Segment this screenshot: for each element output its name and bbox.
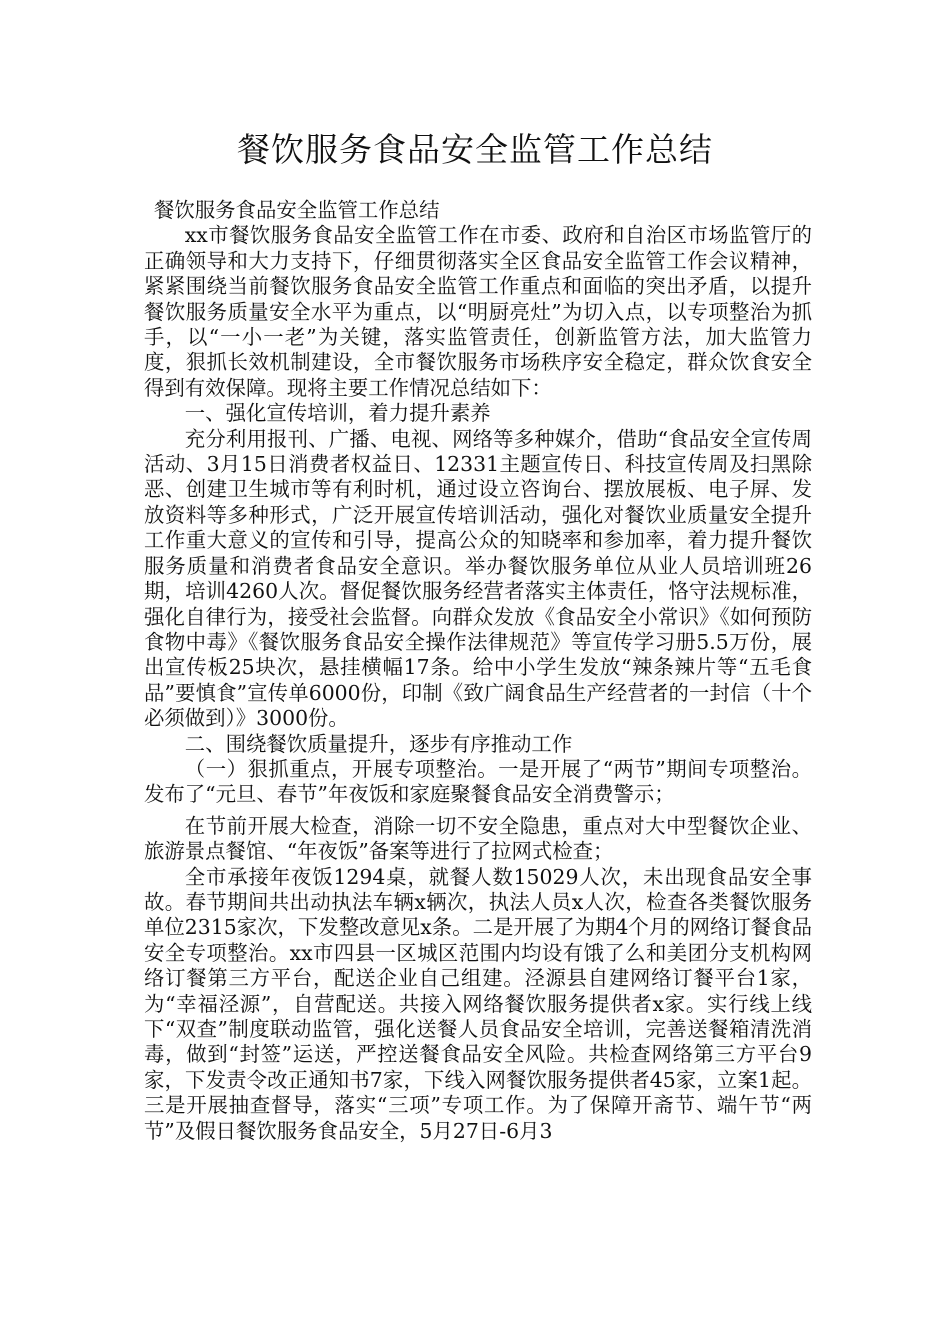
section-heading-2: 二、围绕餐饮质量提升，逐步有序推动工作 <box>184 731 573 756</box>
paragraph-intro: xx市餐饮服务食品安全监管工作在市委、政府和自治区市场监管厅的正确领导和大力支持下，仔细贯彻落实全区食品安全监管工作会议精神，紧紧围绕当前餐饮服务食品安全监管工作重点和面临的突出矛盾，以提升餐饮服务质量安全水平为重点，以“明厨亮灶”为切入点，以专项整治为抓手，以“一小一老”为关键，落实监管责任，创新监管方法，加大监管力度，狠抓长效机制建设，全市餐饮服务市场秩序安全稳定，群众饮食安全得到有效保障。现将主要工作情况总结如下： <box>144 223 812 400</box>
paragraph-inspection: 在节前开展大检查，消除一切不安全隐患，重点对大中型餐饮企业、旅游景点餐馆、“年夜饭”备案等进行了拉网式检查； <box>144 813 812 864</box>
section-heading-1: 一、强化宣传培训，着力提升素养 <box>184 401 491 426</box>
paragraph-special-rectification: （一）狠抓重点，开展专项整治。一是开展了“两节”期间专项整治。发布了“元旦、春节”年夜饭和家庭聚餐食品安全消费警示； <box>144 756 812 807</box>
document-body <box>144 198 812 1144</box>
document-subtitle: 餐饮服务食品安全监管工作总结 <box>154 198 440 222</box>
paragraph-results: 全市承接年夜饭1294桌，就餐人数15029人次，未出现食品安全事故。春节期间共出动执法车辆x辆次，执法人员x人次，检查各类餐饮服务单位2315家次，下发整改意见x条。二是开展了为期4个月的网络订餐食品安全专项整治。xx市四县一区城区范围内均设有饿了么和美团分支机构网络订餐第三方平台，配送企业自己组建。泾源县自建网络订餐平台1家，为“幸福泾源”，自营配送。共接入网络餐饮服务提供者x家。实行线上线下“双查”制度联动监管，强化送餐人员食品安全培训，完善送餐箱清洗消毒，做到“封签”运送，严控送餐食品安全风险。共检查网络第三方平台9家，下发责令改正通知书7家，下线入网餐饮服务提供者45家，立案1起。三是开展抽查督导，落实“三项”专项工作。为了保障开斋节、端午节“两节”及假日餐饮服务食品安全，5月27日-6月3 <box>144 864 812 1143</box>
document-title: 餐饮服务食品安全监管工作总结 <box>237 130 713 169</box>
paragraph-publicity: 充分利用报刊、广播、电视、网络等多种媒介，借助“食品安全宣传周活动、3月15日消费者权益日、12331主题宣传日、科技宣传周及扫黑除恶、创建卫生城市等有利时机，通过设立咨询台、摆放展板、电子屏、发放资料等多种形式，广泛开展宣传培训活动，强化对餐饮业质量安全提升工作重大意义的宣传和引导，提高公众的知晓率和参加率，着力提升餐饮服务质量和消费者食品安全意识。举办餐饮服务单位从业人员培训班26期，培训4260人次。督促餐饮服务经营者落实主体责任，恪守法规标准，强化自律行为，接受社会监督。向群众发放《食品安全小常识》《如何预防食物中毒》《餐饮服务食品安全操作法律规范》等宣传学习册5.5万份，展出宣传板25块次，悬挂横幅17条。给中小学生发放“辣条辣片等“五毛食品”要慎食”宣传单6000份，印制《致广阔食品生产经营者的一封信（十个必须做到）》3000份。 <box>144 426 812 731</box>
